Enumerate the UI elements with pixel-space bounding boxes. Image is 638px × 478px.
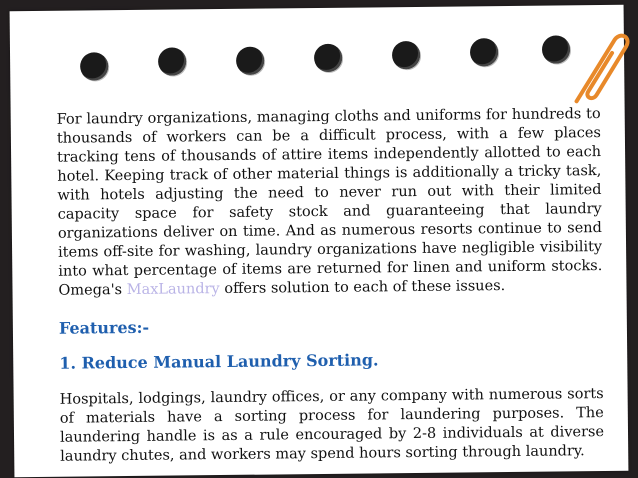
punch-hole-icon [470,38,498,66]
features-heading: Features:- [58,317,150,338]
punch-hole-icon [314,44,342,72]
intro-paragraph [57,105,603,301]
paperclip-icon [562,23,633,114]
feature-1-heading: 1. Reduce Manual Laundry Sorting. [59,350,379,373]
punch-hole-icon [392,41,420,69]
punch-holes [80,35,580,80]
maxlaundry-link[interactable]: MaxLaundry [126,281,220,299]
document-content [57,105,605,467]
feature-1-paragraph: Hospitals, lodgings, laundry offices, or any company with numerous sorts of materials have a sorting process for laundering purposes. The laundering handle is as a rule encouraged by 2-8 individuals at diverse laundry chutes, and workers may spend hours sorting through laundry. [59,386,605,465]
punch-hole-icon [236,47,264,75]
intro-text: For laundry organizations, managing cloths and uniforms for hundreds to thousands of workers can be a difficult process, with a few places tracking tens of thousands of attire items independently allotted to each hotel. Keeping track of other material things is additionally a tricky task, with hotels adjusting the need to never run out with their limited capacity space for safety stock and guaranteeing that laundry organizations deliver on time. And as numerous resorts continue to send items off-site for washing, laundry organizations have negligible visibility into what percentage of items are returned for linen and uniform stocks. Omega's [56,106,603,299]
punch-hole-icon [158,47,186,75]
punch-hole-icon [80,52,108,80]
intro-text-end: offers solution to each of these issues. [219,278,506,298]
paper-sheet [10,5,629,477]
